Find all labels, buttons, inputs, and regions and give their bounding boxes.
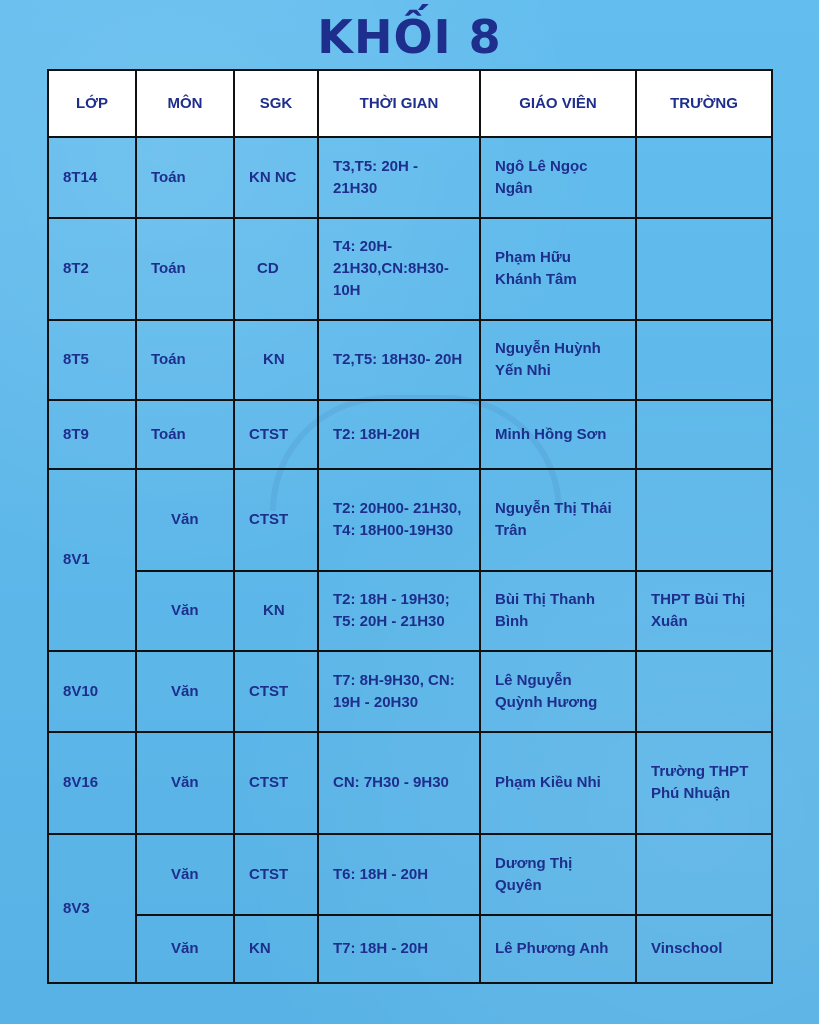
cell-sgk: CTST [234,651,318,732]
cell-sgk: CTST [234,400,318,469]
cell-mon: Văn [136,651,234,732]
cell-thoi-gian: T2,T5: 18H30- 20H [318,320,480,400]
cell-thoi-gian: T2: 18H-20H [318,400,480,469]
cell-truong [636,834,772,915]
cell-thoi-gian: CN: 7H30 - 9H30 [318,732,480,834]
cell-truong [636,400,772,469]
cell-sgk: CTST [234,834,318,915]
cell-giao-vien: Dương Thị Quyên [480,834,636,915]
cell-giao-vien: Nguyễn Thị Thái Trân [480,469,636,571]
cell-lop: 8V16 [48,732,136,834]
cell-giao-vien: Nguyễn Huỳnh Yến Nhi [480,320,636,400]
cell-thoi-gian: T2: 20H00- 21H30, T4: 18H00-19H30 [318,469,480,571]
cell-sgk: CTST [234,469,318,571]
cell-thoi-gian: T3,T5: 20H - 21H30 [318,137,480,218]
cell-sgk: KN NC [234,137,318,218]
table-row [48,137,772,218]
cell-sgk: KN [234,320,318,400]
cell-giao-vien: Bùi Thị Thanh Bình [480,571,636,651]
cell-lop: 8V10 [48,651,136,732]
cell-lop: 8V3 [48,834,136,983]
cell-lop: 8T14 [48,137,136,218]
cell-giao-vien: Phạm Hữu Khánh Tâm [480,218,636,320]
cell-truong: THPT Bùi Thị Xuân [636,571,772,651]
cell-mon: Văn [136,469,234,571]
cell-truong: Trường THPT Phú Nhuận [636,732,772,834]
header-thoi-gian: THỜI GIAN [318,70,480,137]
cell-giao-vien: Lê Phương Anh [480,915,636,983]
cell-lop: 8T5 [48,320,136,400]
cell-sgk: CD [234,218,318,320]
header-giao-vien: GIÁO VIÊN [480,70,636,137]
cell-mon: Văn [136,834,234,915]
cell-truong [636,651,772,732]
cell-mon: Toán [136,320,234,400]
cell-lop: 8T9 [48,400,136,469]
header-sgk: SGK [234,70,318,137]
cell-truong [636,469,772,571]
page-title: KHỐI 8 [317,10,502,64]
cell-giao-vien: Lê Nguyễn Quỳnh Hương [480,651,636,732]
table-header-row [48,70,772,137]
cell-sgk: KN [234,571,318,651]
cell-thoi-gian: T7: 8H-9H30, CN: 19H - 20H30 [318,651,480,732]
table-row [48,571,772,651]
cell-mon: Văn [136,571,234,651]
cell-mon: Toán [136,218,234,320]
cell-giao-vien: Ngô Lê Ngọc Ngân [480,137,636,218]
table-row [48,218,772,320]
table-row [48,915,772,983]
cell-lop: 8V1 [48,469,136,651]
table-row [48,732,772,834]
header-lop: LỚP [48,70,136,137]
cell-truong [636,320,772,400]
cell-mon: Văn [136,732,234,834]
table-row [48,469,772,571]
header-truong: TRƯỜNG [636,70,772,137]
cell-truong [636,137,772,218]
table-row [48,400,772,469]
table-row [48,651,772,732]
cell-giao-vien: Phạm Kiều Nhi [480,732,636,834]
cell-thoi-gian: T4: 20H- 21H30,CN:8H30- 10H [318,218,480,320]
cell-thoi-gian: T2: 18H - 19H30; T5: 20H - 21H30 [318,571,480,651]
cell-mon: Toán [136,137,234,218]
cell-giao-vien: Minh Hồng Sơn [480,400,636,469]
cell-mon: Toán [136,400,234,469]
table-row [48,834,772,915]
table-row [48,320,772,400]
cell-truong: Vinschool [636,915,772,983]
cell-sgk: KN [234,915,318,983]
cell-thoi-gian: T6: 18H - 20H [318,834,480,915]
cell-truong [636,218,772,320]
header-mon: MÔN [136,70,234,137]
schedule-table [47,69,773,984]
cell-mon: Văn [136,915,234,983]
cell-lop: 8T2 [48,218,136,320]
cell-sgk: CTST [234,732,318,834]
cell-thoi-gian: T7: 18H - 20H [318,915,480,983]
